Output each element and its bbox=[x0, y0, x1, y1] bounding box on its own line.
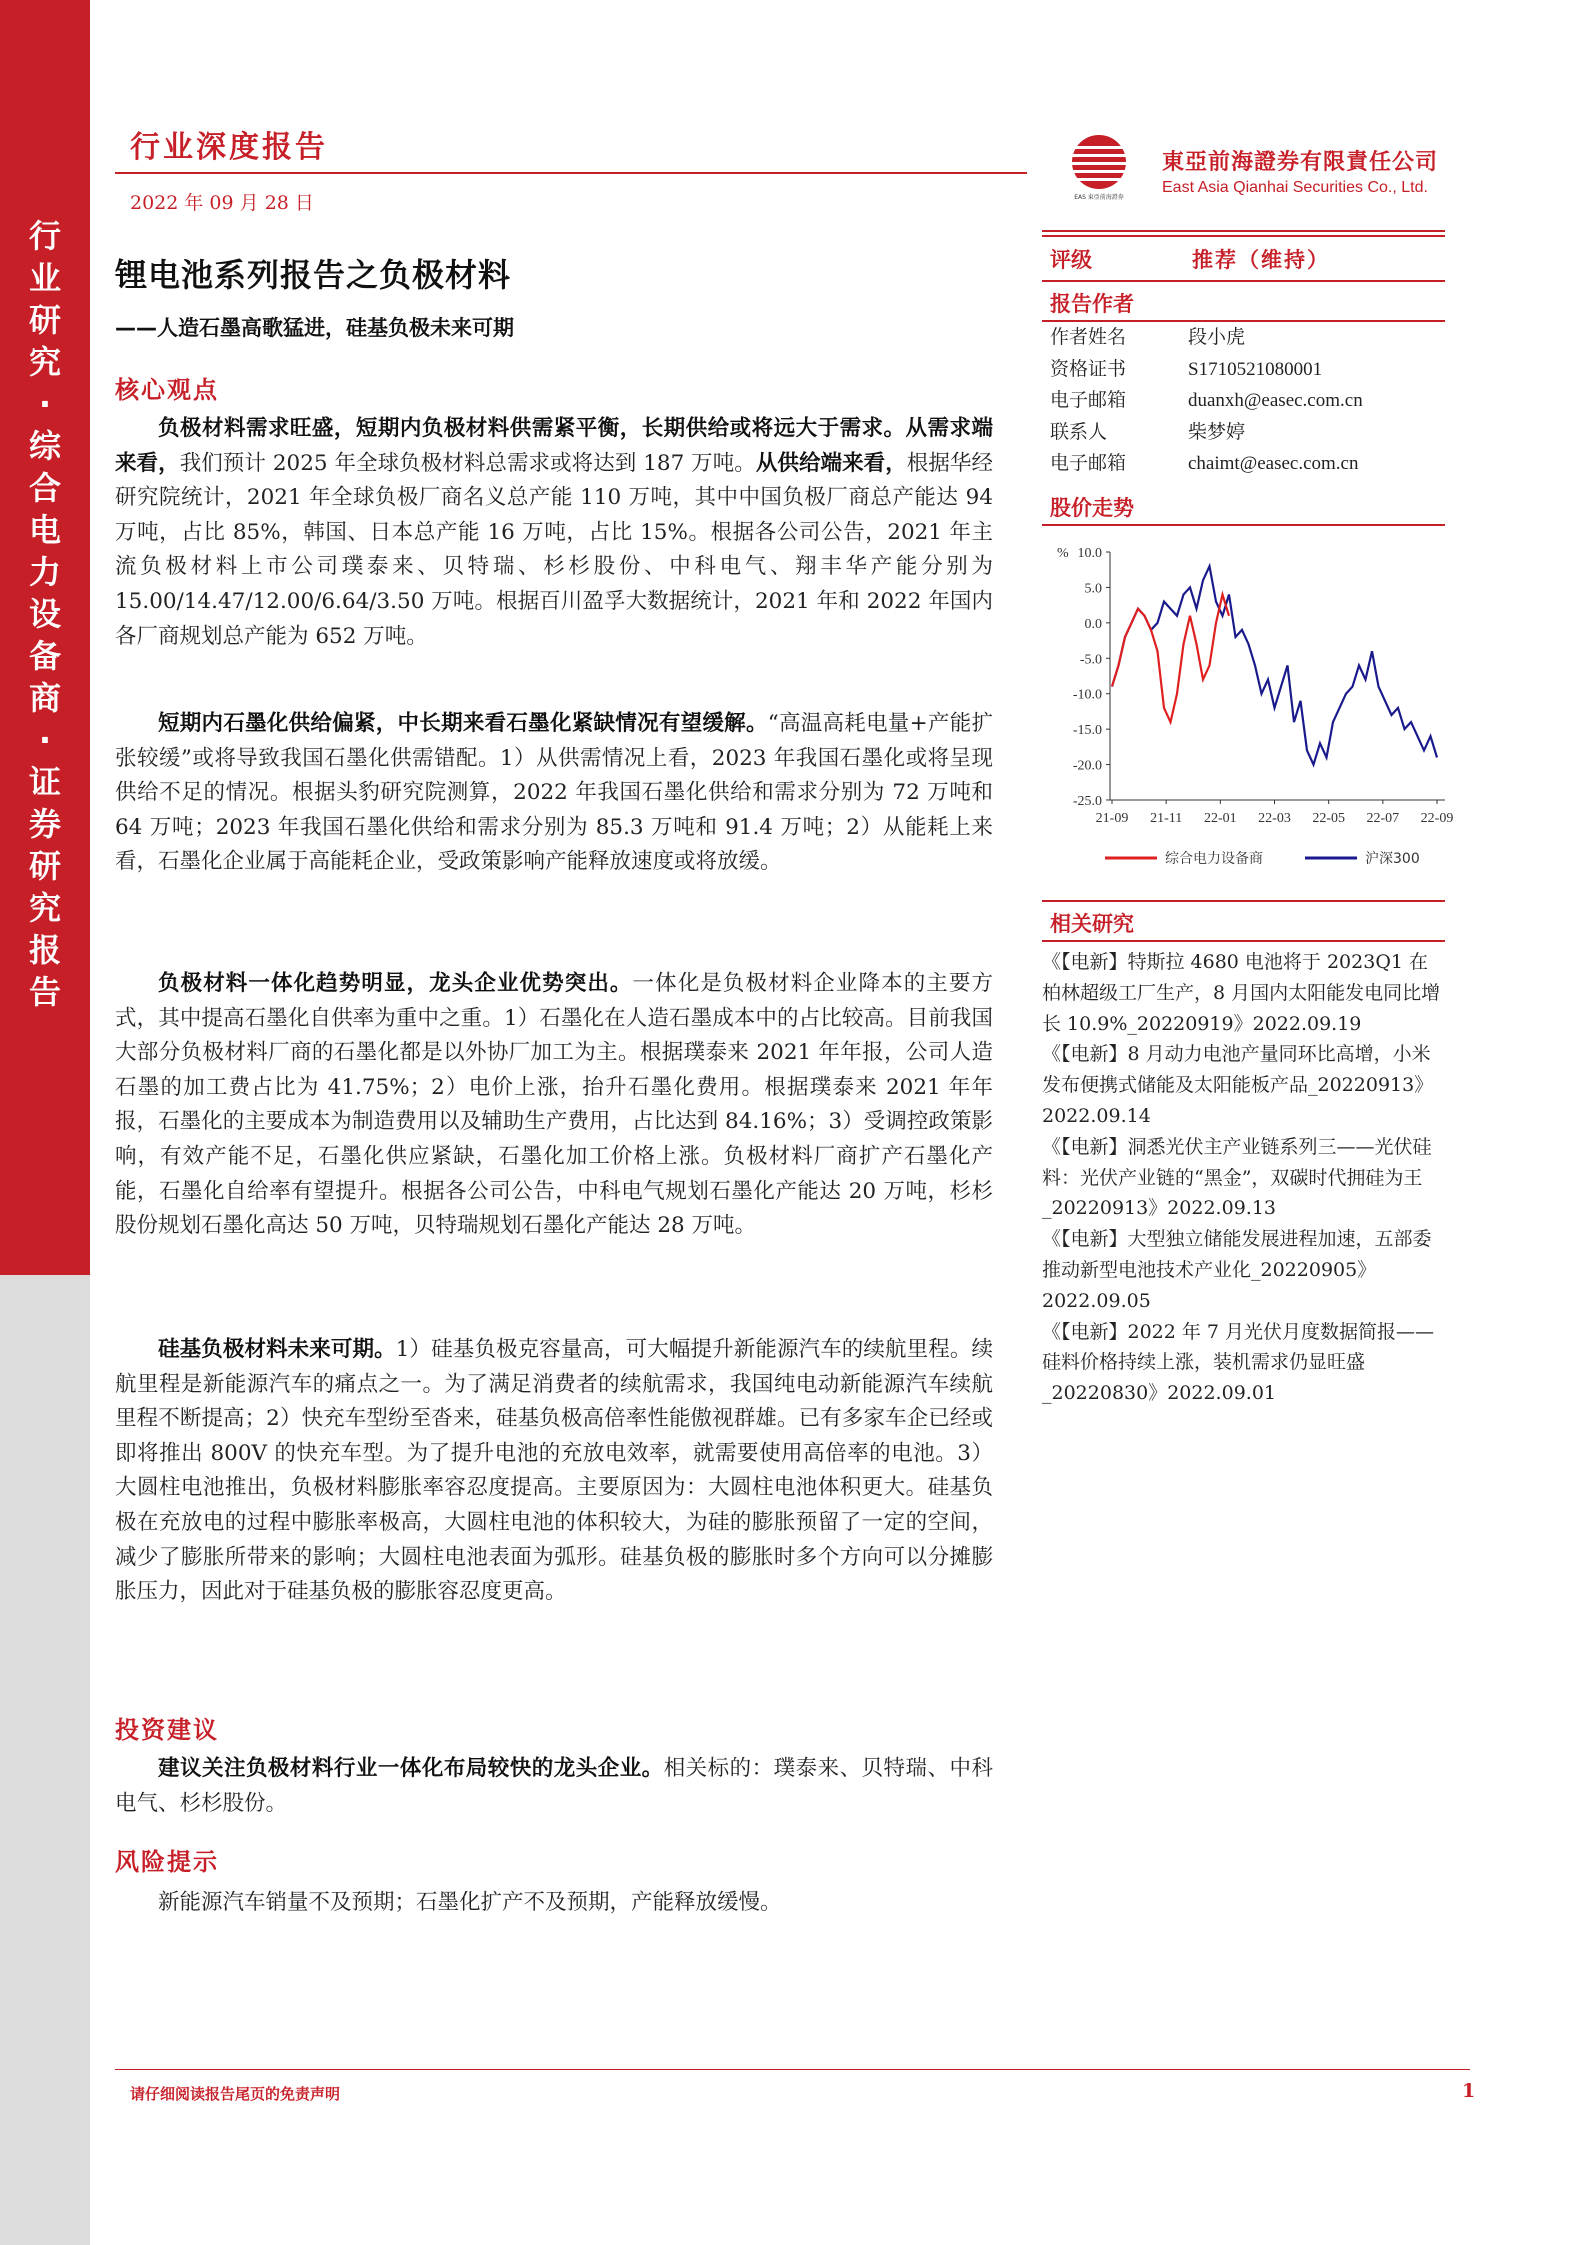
footer-disclaimer: 请仔细阅读报告尾页的免责声明 bbox=[130, 2085, 341, 2103]
report-title: 锂电池系列报告之负极材料 bbox=[115, 256, 512, 294]
header-rule bbox=[115, 172, 1027, 174]
chart-series-line-hs300 bbox=[1112, 566, 1437, 764]
chart-y-tick-label: -10.0 bbox=[1072, 687, 1102, 703]
chart-x-tick-label: 22-07 bbox=[1366, 811, 1400, 826]
risk-heading: 风险提示 bbox=[115, 1848, 219, 1876]
related-research-item[interactable]: 《【电新】2022 年 7 月光伏月度数据简报——硅料价格持续上涨，装机需求仍显旺盛_20220830》2022.09.01 bbox=[1042, 1320, 1435, 1405]
chart-y-tick-label: -15.0 bbox=[1072, 723, 1102, 739]
core-p3-bold-1: 负极材料一体化趋势明显，龙头企业优势突出。 bbox=[158, 971, 633, 996]
stock-price-chart bbox=[1035, 530, 1455, 890]
author-row bbox=[1050, 417, 1363, 449]
rating-top-rule bbox=[1042, 235, 1445, 237]
related-rule bbox=[1042, 940, 1445, 942]
stock-chart-heading: 股价走势 bbox=[1050, 496, 1134, 520]
author-table bbox=[1050, 322, 1363, 480]
author-row bbox=[1050, 354, 1363, 386]
rating-bottom-rule bbox=[1042, 280, 1445, 282]
chart-x-tick-label: 22-05 bbox=[1312, 811, 1346, 826]
chart-y-tick-label: -5.0 bbox=[1079, 652, 1102, 668]
report-type: 行业深度报告 bbox=[130, 130, 328, 165]
author-field-value[interactable]: duanxh@easec.com.cn bbox=[1188, 390, 1363, 411]
related-research-item[interactable]: 《【电新】8 月动力电池产量同环比高增，小米发布便携式储能及太阳能板产品_20220913》2022.09.14 bbox=[1042, 1043, 1434, 1127]
core-paragraph-1 bbox=[115, 412, 993, 654]
core-paragraph-3 bbox=[115, 967, 993, 1244]
sidebar-char: 商 bbox=[28, 679, 61, 717]
sidebar-lower-band bbox=[0, 1275, 90, 2245]
core-p4-text-1: 1）硅基负极克容量高，可大幅提升新能源汽车的续航里程。续航里程是新能源汽车的痛点之一。为了满足消费者的续航需求，我国纯电动新能源汽车续航里程不断提高；2）快充车型纷至沓来，硅基负极高倍率性能傲视群雄。已有多家车企已经或即将推出 800V 的快充车型。为了提升电池的充放电效率，就需要使用高倍率的电池。3）大圆柱电池推出，负极材料膨胀率容忍度提高。主要原因为：大圆柱电池体积更大。硅基负极在充放电的过程中膨胀率极高，大圆柱电池的体积较大，为硅的膨胀预留了一定的空间，减少了膨胀所带来的影响；大圆柱电池表面为弧形。硅基负极的膨胀时多个方向可以分摊膨胀压力，因此对于硅基负极的膨胀容忍度更高。 bbox=[115, 1337, 993, 1605]
related-heading: 相关研究 bbox=[1050, 912, 1134, 936]
related-top-rule bbox=[1042, 900, 1445, 902]
invest-paragraph bbox=[115, 1752, 993, 1821]
author-field-label: 作者姓名 bbox=[1050, 326, 1127, 348]
core-p1-text-1: 我们预计 2025 年全球负极材料总需求或将达到 187 万吨。 bbox=[179, 450, 756, 476]
chart-x-tick-label: 22-01 bbox=[1203, 811, 1237, 826]
logo-rule bbox=[1042, 230, 1445, 232]
sidebar-char: 业 bbox=[28, 259, 61, 297]
chart-legend-label-sector: 综合电力设备商 bbox=[1165, 851, 1263, 867]
sidebar-char: 报 bbox=[28, 931, 61, 969]
company-name-en: East Asia Qianhai Securities Co., Ltd. bbox=[1162, 179, 1428, 196]
report-subtitle: ——人造石墨高歌猛进，硅基负极未来可期 bbox=[115, 316, 514, 340]
core-paragraph-4 bbox=[115, 1333, 993, 1610]
author-field-value: S1710521080001 bbox=[1188, 358, 1323, 380]
author-field-label: 电子邮箱 bbox=[1050, 389, 1127, 411]
sidebar-char: 究 bbox=[28, 343, 61, 381]
chart-legend-label-hs300: 沪深300 bbox=[1365, 851, 1420, 867]
sidebar-char: · bbox=[38, 385, 52, 423]
author-field-value: 柴梦婷 bbox=[1188, 421, 1246, 443]
core-p4-bold-1: 硅基负极材料未来可期。 bbox=[158, 1337, 396, 1362]
core-p3-text-1: 一体化是负极材料企业降本的主要方式，其中提高石墨化自供率为重中之重。1）石墨化在人造石墨成本中的占比较高。目前我国大部分负极材料厂商的石墨化都是以外协厂加工为主。根据璞泰来 2021 年年报，公司人造石墨的加工费占比为 41.75%；2）电价上涨，抬升石墨化费用。根据璞泰来 2021 年年报，石墨化的主要成本为制造费用以及辅助生产费用，占比达到 84.16%；3）受调控政策影响，有效产能不足，石墨化供应紧缺，石墨化加工价格上涨。负极材料厂商扩产石墨化产能，石墨化自给率有望提升。根据各公司公告，中科电气规划石墨化产能达 20 万吨，杉杉股份规划石墨化高达 50 万吨，贝特瑞规划石墨化产能达 28 万吨。 bbox=[115, 971, 993, 1239]
related-research-item[interactable]: 《【电新】特斯拉 4680 电池将于 2023Q1 在柏林超级工厂生产，8 月国内太阳能发电同比增长 10.9%_20220919》2022.09.19 bbox=[1042, 951, 1441, 1035]
chart-unit-label: % bbox=[1057, 546, 1069, 561]
company-logo-icon bbox=[1068, 132, 1130, 202]
sidebar-vertical-text bbox=[0, 215, 90, 1013]
invest-heading: 投资建议 bbox=[115, 1716, 219, 1744]
chart-x-tick-label: 21-09 bbox=[1095, 811, 1129, 826]
sidebar-char: 设 bbox=[28, 595, 61, 633]
page-number: 1 bbox=[1462, 2080, 1476, 2102]
sidebar-char: 证 bbox=[28, 763, 61, 801]
core-p2-bold-1: 短期内石墨化供给偏紧，中长期来看石墨化紧缺情况有望缓解。 bbox=[158, 711, 768, 736]
core-p1-bold-2: 从供给端来看， bbox=[755, 450, 907, 476]
author-row bbox=[1050, 322, 1363, 354]
report-date: 2022 年 09 月 28 日 bbox=[130, 192, 314, 214]
author-row bbox=[1050, 448, 1363, 480]
sidebar-char: 综 bbox=[28, 427, 61, 465]
related-research-list bbox=[1042, 947, 1445, 1409]
author-field-value[interactable]: chaimt@easec.com.cn bbox=[1188, 453, 1359, 474]
sidebar-char: 告 bbox=[28, 973, 61, 1011]
company-name-cn: 東亞前海證券有限責任公司 bbox=[1162, 150, 1439, 175]
chart-y-tick-label: -25.0 bbox=[1072, 794, 1102, 809]
logo-caption: EAS 東亞前海證券 bbox=[1074, 194, 1124, 201]
sidebar-char: · bbox=[38, 721, 52, 759]
sidebar-char: 力 bbox=[28, 553, 61, 591]
core-paragraph-2 bbox=[115, 707, 993, 880]
author-row bbox=[1050, 385, 1363, 417]
sidebar-char: 备 bbox=[28, 637, 61, 675]
author-field-value: 段小虎 bbox=[1188, 327, 1246, 348]
core-p2-text-1: “高温高耗电量+产能扩张较缓”或将导致我国石墨化供需错配。1）从供需情况上看，2023 年我国石墨化或将呈现供给不足的情况。根据头豹研究院测算，2022 年我国石墨化供给和需求分别为 72 万吨和 64 万吨；2023 年我国石墨化供给和需求分别为 85.3 万吨和 91.4 万吨；2）从能耗上来看，石墨化企业属于高能耗企业，受政策影响产能释放速度或将放缓。 bbox=[115, 711, 993, 875]
chart-x-tick-label: 22-03 bbox=[1258, 811, 1291, 826]
core-view-heading: 核心观点 bbox=[115, 376, 219, 404]
chart-y-tick-label: 0.0 bbox=[1084, 616, 1102, 632]
risk-paragraph bbox=[115, 1886, 993, 1921]
rating-label: 评级 bbox=[1050, 248, 1092, 272]
sidebar-char: 行 bbox=[28, 217, 61, 255]
stock-chart-rule bbox=[1042, 524, 1445, 526]
sidebar-char: 电 bbox=[28, 511, 61, 549]
footer-rule bbox=[115, 2069, 1470, 2070]
chart-y-tick-label: 5.0 bbox=[1084, 581, 1102, 597]
related-research-item[interactable]: 《【电新】大型独立储能发展进程加速，五部委推动新型电池技术产业化_20220905》2022.09.05 bbox=[1042, 1228, 1432, 1312]
sidebar-char: 究 bbox=[28, 889, 61, 927]
related-research-item[interactable]: 《【电新】洞悉光伏主产业链系列三——光伏硅料：光伏产业链的“黑金”，双碳时代拥硅为王_20220913》2022.09.13 bbox=[1042, 1135, 1432, 1220]
core-p1-text-2: 根据华经研究院统计，2021 年全球负极厂商名义总产能 110 万吨，其中中国负极厂商总产能达 94 万吨，占比 85%，韩国、日本总产能 16 万吨，占比 15%。根据各公司公告，2021 年主流负极材料上市公司璞泰来、贝特瑞、杉杉股份、中科电气、翔丰华产能分别为 15.00/14.47/12.00/6.64/3.50 万吨。根据百川盈孚大数据统计，2021 年和 2022 年国内各厂商规划总产能为 652 万吨。 bbox=[115, 450, 993, 649]
chart-y-tick-label: -20.0 bbox=[1072, 758, 1102, 774]
chart-x-tick-label: 22-09 bbox=[1420, 811, 1454, 826]
author-field-label: 联系人 bbox=[1050, 420, 1108, 443]
risk-text: 新能源汽车销量不及预期；石墨化扩产不及预期，产能释放缓慢。 bbox=[158, 1890, 782, 1915]
sidebar-char: 合 bbox=[28, 469, 61, 507]
chart-x-tick-label: 21-11 bbox=[1150, 811, 1183, 826]
rating-row bbox=[1042, 240, 1445, 278]
author-heading: 报告作者 bbox=[1050, 292, 1134, 316]
author-field-label: 资格证书 bbox=[1050, 357, 1127, 380]
invest-text: 相关标的：璞泰来、贝特瑞、中科电气、杉杉股份。 bbox=[115, 1756, 993, 1816]
core-p1-bold-1: 负极材料需求旺盛，短期内负极材料供需紧平衡，长期供给或将远大于需求。从需求端来看， bbox=[115, 416, 993, 476]
author-field-label: 电子邮箱 bbox=[1050, 452, 1127, 474]
sidebar-char: 研 bbox=[28, 301, 61, 339]
rating-value: 推荐（维持） bbox=[1192, 248, 1330, 272]
chart-y-tick-label: 10.0 bbox=[1077, 546, 1102, 561]
sidebar-char: 研 bbox=[28, 847, 61, 885]
invest-bold: 建议关注负极材料行业一体化布局较快的龙头企业。 bbox=[158, 1756, 664, 1781]
sidebar-char: 券 bbox=[28, 805, 61, 843]
chart-series-line-sector bbox=[1112, 595, 1229, 723]
